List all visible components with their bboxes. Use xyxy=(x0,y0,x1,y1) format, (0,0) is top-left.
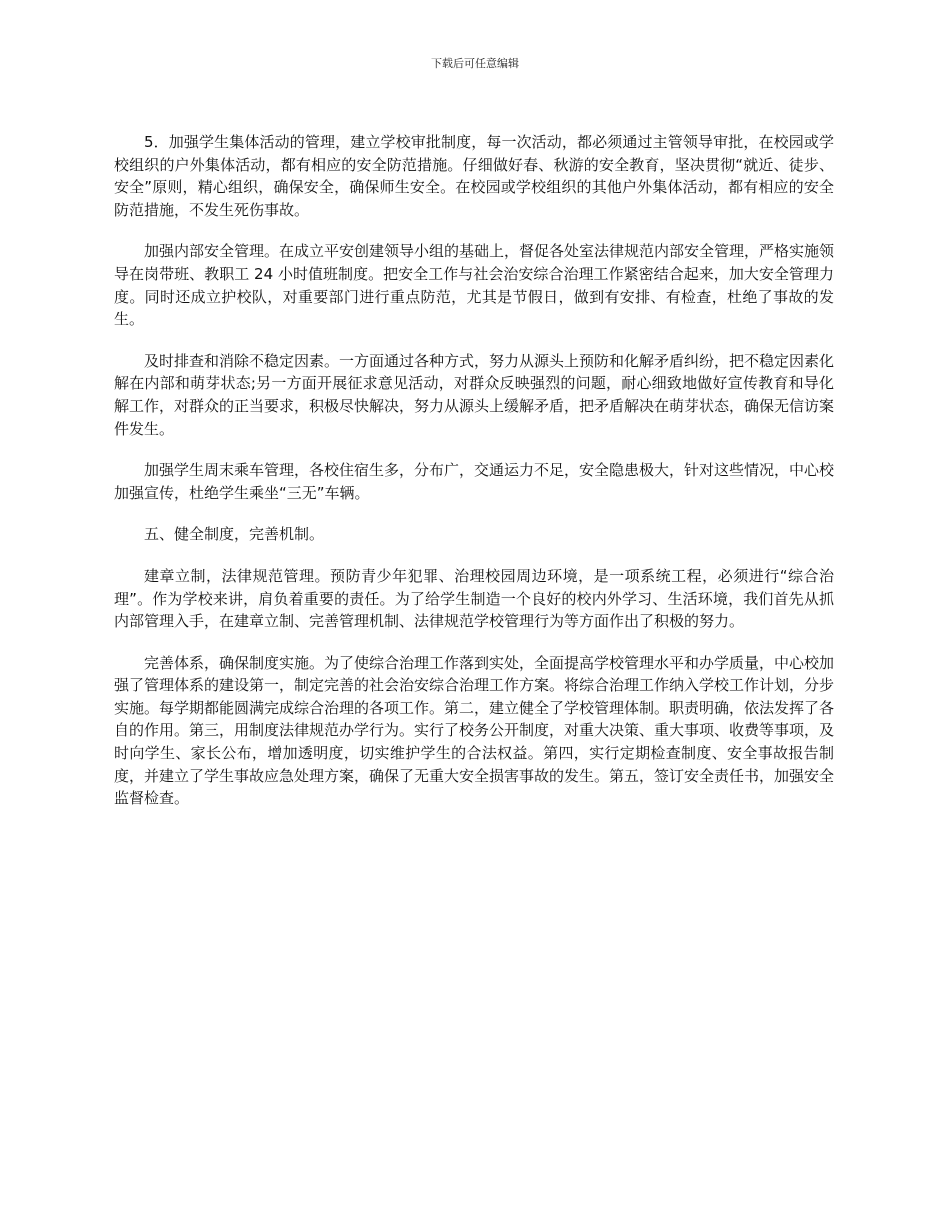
paragraph: 建章立制，法律规范管理。预防青少年犯罪、治理校园周边环境，是一项系统工程，必须进行“综合治理”。作为学校来讲，肩负着重要的责任。为了给学生制造一个良好的校内外学习、生活环境，我们首先从抓内部管理入手，在建章立制、完善管理机制、法律规范学校管理行为等方面作出了积极的努力。 xyxy=(114,566,834,631)
paragraph: 加强学生周末乘车管理，各校住宿生多，分布广，交通运力不足，安全隐患极大，针对这些情况，中心校加强宣传，杜绝学生乘坐“三无”车辆。 xyxy=(114,461,835,502)
section-heading: 五、健全制度，完善机制。 xyxy=(144,525,325,544)
paragraph: 及时排查和消除不稳定因素。一方面通过各种方式，努力从源头上预防和化解矛盾纠纷，把不稳定因素化解在内部和萌芽状态;另一方面开展征求意见活动，对群众反映强烈的问题，耐心细致地做好宣传教育和导化解工作，对群众的正当要求，积极尽快解决，努力从源头上缓解矛盾，把矛盾解决在萌芽状态，确保无信访案件发生。 xyxy=(114,351,835,438)
paragraph: 加强内部安全管理。在成立平安创建领导小组的基础上，督促各处室法律规范内部安全管理，严格实施领导在岗带班、教职工 24 小时值班制度。把安全工作与社会治安综合治理工作紧密结合起来，加大安全管理力度。同时还成立护校队，对重要部门进行重点防范，尤其是节假日，做到有安排、有检查，杜绝了事故的发生。 xyxy=(114,242,835,329)
paragraph: 5．加强学生集体活动的管理，建立学校审批制度，每一次活动，都必须通过主管领导审批，在校园或学校组织的户外集体活动，都有相应的安全防范措施。仔细做好春、秋游的安全教育，坚决贯彻“就近、徒步、安全”原则，精心组织，确保安全，确保师生安全。在校园或学校组织的其他户外集体活动，都有相应的安全防范措施，不发生死伤事故。 xyxy=(114,133,834,219)
page-header: 下载后可任意编辑 xyxy=(431,57,519,70)
paragraph: 完善体系，确保制度实施。为了使综合治理工作落到实处，全面提高学校管理水平和办学质量，中心校加强了管理体系的建设第一，制定完善的社会治安综合治理工作方案。将综合治理工作纳入学校工作计划，分步实施。每学期都能圆满完成综合治理的各项工作。第二，建立健全了学校管理体制。职责明确，依法发挥了各自的作用。第三，用制度法律规范办学行为。实行了校务公开制度，对重大决策、重大事项、收费等事项，及时向学生、家长公布，增加透明度，切实维护学生的合法权益。第四，实行定期检查制度、安全事故报告制度，并建立了学生事故应急处理方案，确保了无重大安全损害事故的发生。第五，签订安全责任书，加强安全监督检查。 xyxy=(114,653,835,808)
document-body xyxy=(114,131,834,829)
